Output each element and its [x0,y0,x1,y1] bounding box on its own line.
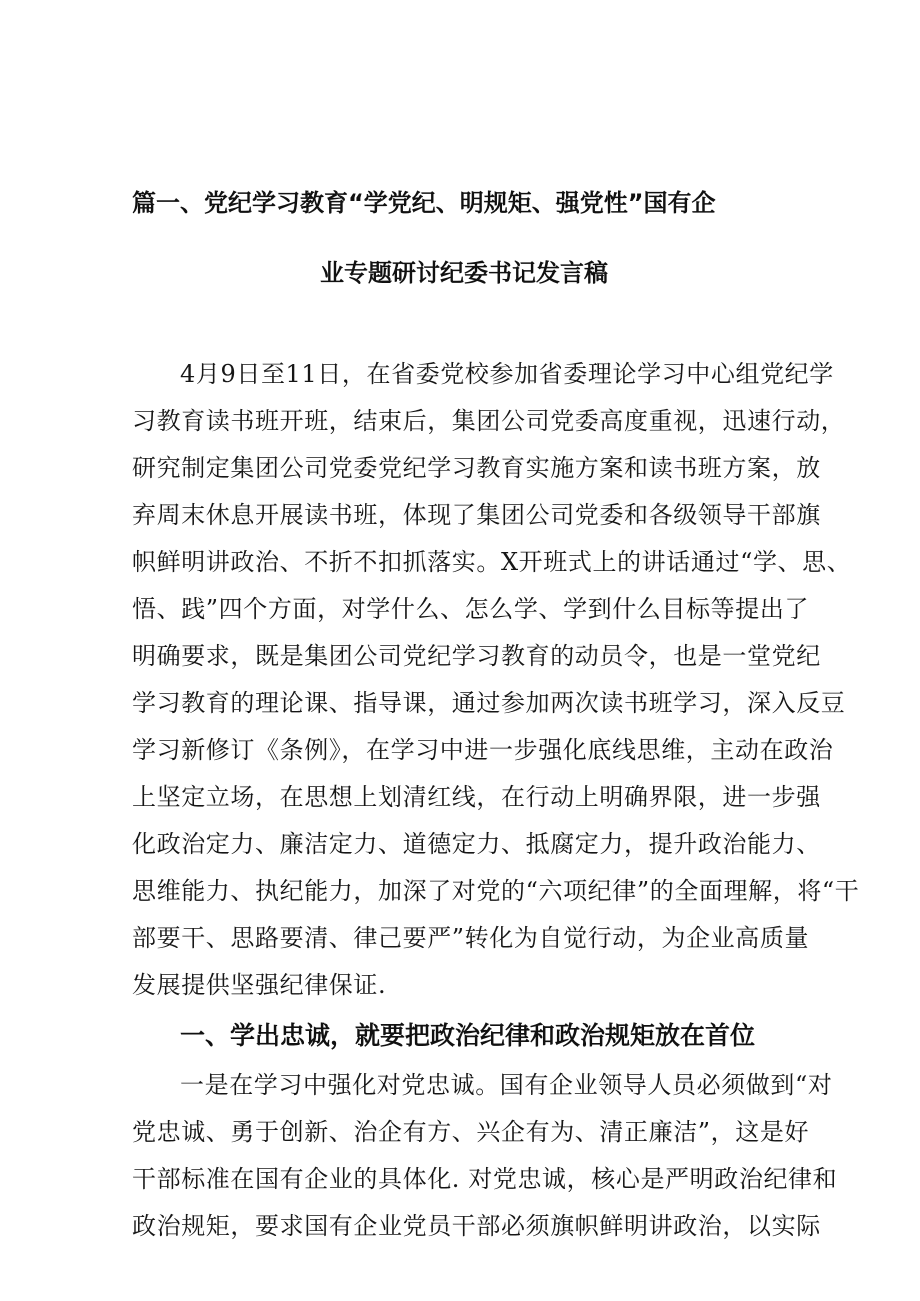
paragraph-line: 上坚定立场，在思想上划清红线，在行动上明确界限，进一步强 [132,783,821,811]
paragraph-line: 明确要求，既是集团公司党纪学习教育的动员令，也是一堂党纪 [132,642,821,670]
paragraph-line: 研究制定集团公司党委党纪学习教育实施方案和读书班方案，放 [132,454,821,482]
paragraph-line: 思维能力、执纪能力，加深了对党的“六项纪律”的全面理解，将“干 [132,877,860,905]
document-title-line-2: 业专题研讨纪委书记发言稿 [320,259,608,287]
paragraph-line: 政治规矩，要求国有企业党员干部必须旗帜鲜明讲政治，以实际 [132,1212,821,1240]
paragraph-line: 悟、践”四个方面，对学什么、怎么学、学到什么目标等提出了 [132,595,810,623]
paragraph-line: 发展提供坚强纪律保证. [132,971,387,999]
paragraph-line: 党忠诚、勇于创新、治企有方、兴企有为、清正廉洁”，这是好 [132,1118,810,1146]
paragraph-line: 习教育读书班开班，结束后，集团公司党委高度重视，迅速行动， [132,407,846,435]
paragraph-line: 干部标准在国有企业的具体化. 对党忠诚，核心是严明政治纪律和 [132,1165,838,1193]
paragraph-line: 帜鲜明讲政治、不折不扣抓落实。X开班式上的讲话通过“学、思、 [132,548,852,576]
document-title-line-1: 篇一、党纪学习教育“学党纪、明规矩、强党性”国有企 [132,189,716,217]
paragraph-line: 弃周末休息开展读书班，体现了集团公司党委和各级领导干部旗 [132,501,821,529]
paragraph-line: 化政治定力、廉洁定力、道德定力、抵腐定力，提升政治能力、 [132,830,821,858]
paragraph-line: 学习教育的理论课、指导课，通过参加两次读书班学习，深入反豆 [132,689,846,717]
paragraph-line: 学习新修订《条例》，在学习中进一步强化底线思维，主动在政治 [132,736,834,764]
section-heading: 一、学出忠诚，就要把政治纪律和政治规矩放在首位 [180,1021,756,1050]
paragraph-line: 部要干、思路要清、律己要严”转化为自觉行动，为企业高质量 [132,924,810,952]
paragraph-line: 4月9日至11日，在省委党校参加省委理论学习中心组党纪学 [180,360,834,388]
paragraph-line: 一是在学习中强化对党忠诚。国有企业领导人员必须做到“对 [180,1071,833,1099]
